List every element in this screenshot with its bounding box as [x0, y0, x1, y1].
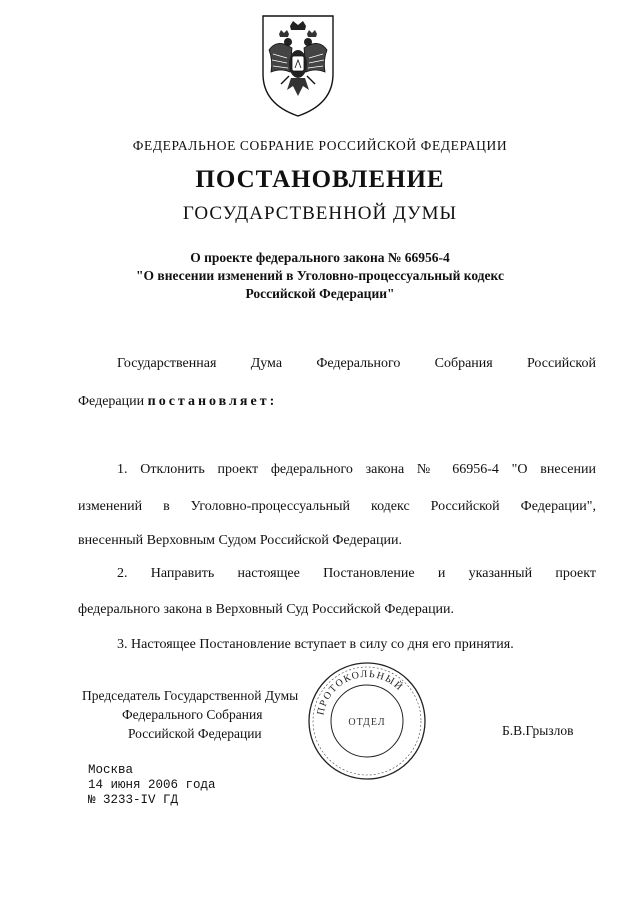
document-subtitle: ГОСУДАРСТВЕННОЙ ДУМЫ: [182, 203, 458, 224]
issue-city: Москва: [88, 763, 134, 777]
document-title: ПОСТАНОВЛЕНИЕ: [195, 166, 445, 193]
signatory-title-line-1: Председатель Государственной Думы: [82, 688, 299, 703]
item-1-line-1: 1. Отклонить проект федерального закона № 66956-4 "О внесении: [117, 462, 596, 477]
subject-line-3: Российской Федерации": [245, 286, 395, 301]
item-2-line-1: 2. Направить настоящее Постановление и указанный проект: [117, 566, 596, 581]
stamp-center-text: ОТДЕЛ: [348, 717, 386, 728]
signatory-title-line-2: Федерального Собрания: [122, 707, 263, 722]
round-seal-stamp-icon: [306, 660, 428, 782]
russian-coat-of-arms-icon: [259, 12, 337, 120]
item-1-line-2: изменений в Уголовно-процессуальный кодекс Российской Федерации",: [78, 499, 596, 514]
stamp-ring-text: ПРОТОКОЛЬНЫЙ: [315, 668, 406, 717]
preamble-emphasis: постановляет:: [147, 394, 278, 409]
preamble-line-1: Государственная Дума Федерального Собрания Российской: [117, 356, 596, 371]
item-2-line-2: федерального закона в Верховный Суд Российской Федерации.: [78, 602, 455, 617]
signatory-name: Б.В.Грызлов: [502, 723, 574, 738]
item-1-line-3: внесенный Верховным Судом Российской Федерации.: [78, 533, 402, 548]
subject-line-1: О проекте федерального закона № 66956-4: [190, 250, 450, 265]
subject-line-2: "О внесении изменений в Уголовно-процессуальный кодекс: [136, 268, 504, 283]
signatory-title-line-3: Российской Федерации: [128, 726, 262, 741]
organization-name: ФЕДЕРАЛЬНОЕ СОБРАНИЕ РОССИЙСКОЙ ФЕДЕРАЦИИ: [132, 138, 508, 153]
preamble-line-2: [78, 393, 598, 411]
item-3-line-1: 3. Настоящее Постановление вступает в силу со дня его принятия.: [117, 637, 514, 652]
preamble-text: Федерации: [78, 394, 148, 409]
document-number: № 3233-IV ГД: [88, 793, 179, 807]
issue-date: 14 июня 2006 года: [88, 778, 216, 792]
